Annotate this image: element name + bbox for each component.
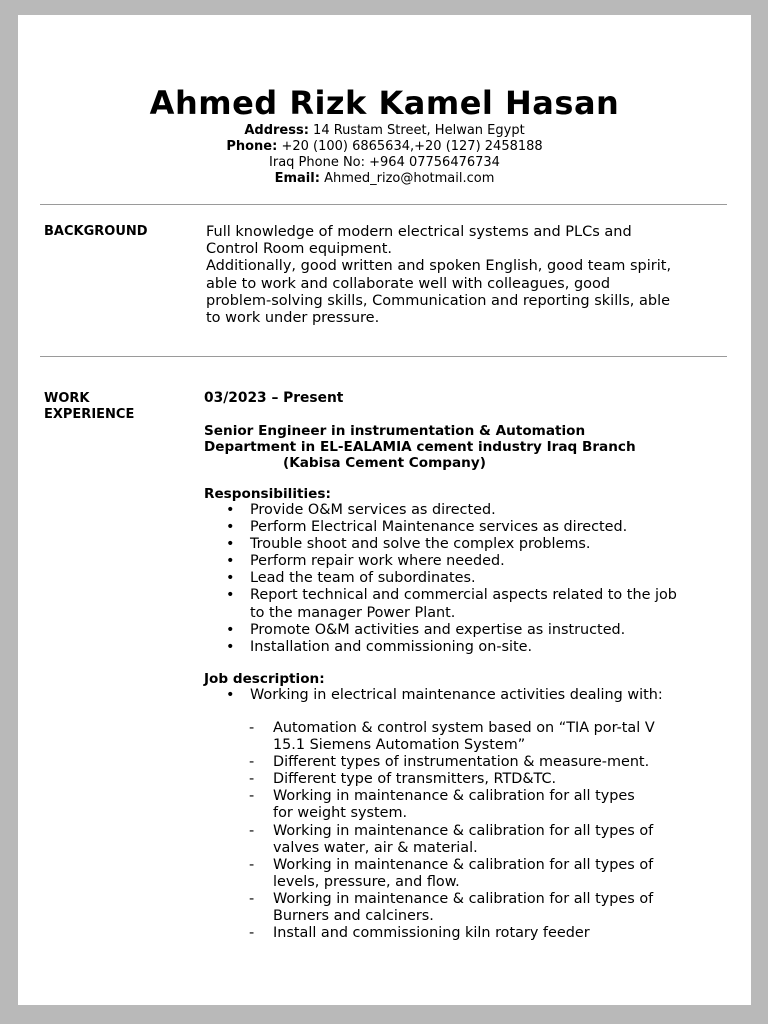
phone-line [18,139,751,155]
phone-value: +20 (100) 6865634,+20 (127) 2458188 [281,139,543,154]
job-company: (Kabisa Cement Company) [283,455,486,471]
list-item: • Promote O&M activities and expertise as instructed. [204,622,684,639]
list-item: - Working in maintenance & calibration for all types of Burners and calciners. [204,891,659,925]
phone-label: Phone: [226,139,278,154]
job-title-line2: Department in EL-EALAMIA cement industry Iraq Branch [204,439,636,455]
email-line [18,171,751,187]
list-item: - Automation & control system based on “TIA por-tal V 15.1 Siemens Automation System” [204,720,659,754]
work-heading-line2: EXPERIENCE [44,407,135,422]
list-item: • Provide O&M services as directed. [204,502,684,519]
job-date-range: 03/2023 – Present [204,390,344,406]
work-experience-content [204,390,684,942]
iraq-phone-line: Iraq Phone No: +964 07756476734 [269,155,500,170]
work-experience-heading [44,391,184,423]
job-description-list [204,687,684,704]
list-item: - Different types of instrumentation & measure-ment. [204,754,659,771]
resume-header [18,83,751,187]
list-item: - Working in maintenance & calibration for all types of valves water, air & material. [204,823,659,857]
email-value: Ahmed_rizo@hotmail.com [324,171,495,186]
work-heading-line1: WORK [44,391,90,406]
background-text: Full knowledge of modern electrical systems and PLCs and Control Room equipment. Additionally, good written and spoken English, good team spirit, able to work and collaborate well with colleagues, good problem-solving skills, Communication and reporting skills, able to work under pressure. [206,224,672,327]
list-item: - Different type of transmitters, RTD&TC. [204,771,659,788]
candidate-name: Ahmed Rizk Kamel Hasan [149,84,620,122]
list-item: - Working in maintenance & calibration for all types of levels, pressure, and flow. [204,857,659,891]
divider-middle [40,356,727,357]
address-label: Address: [244,123,309,138]
list-item: • Working in electrical maintenance activities dealing with: [204,687,684,704]
list-item: • Installation and commissioning on-site. [204,639,684,656]
background-heading: BACKGROUND [44,224,148,239]
list-item: • Report technical and commercial aspects related to the job to the manager Power Plant. [204,587,684,621]
email-label: Email: [274,171,320,186]
list-item: • Perform Electrical Maintenance services as directed. [204,519,684,536]
address-line [18,123,751,139]
list-item: - Working in maintenance & calibration for all types for weight system. [204,788,659,822]
list-item: - Install and commissioning kiln rotary feeder [204,925,659,942]
divider-top [40,204,727,205]
list-item: • Trouble shoot and solve the complex problems. [204,536,684,553]
list-item: • Lead the team of subordinates. [204,570,684,587]
address-value: 14 Rustam Street, Helwan Egypt [313,123,525,138]
job-title [204,423,684,471]
responsibilities-list [204,502,684,656]
job-description-heading: Job description: [204,670,325,687]
job-description-sublist [204,720,684,942]
responsibilities-heading: Responsibilities: [204,486,331,502]
resume-page [18,15,751,1005]
job-title-line1: Senior Engineer in instrumentation & Automation [204,423,586,439]
list-item: • Perform repair work where needed. [204,553,684,570]
